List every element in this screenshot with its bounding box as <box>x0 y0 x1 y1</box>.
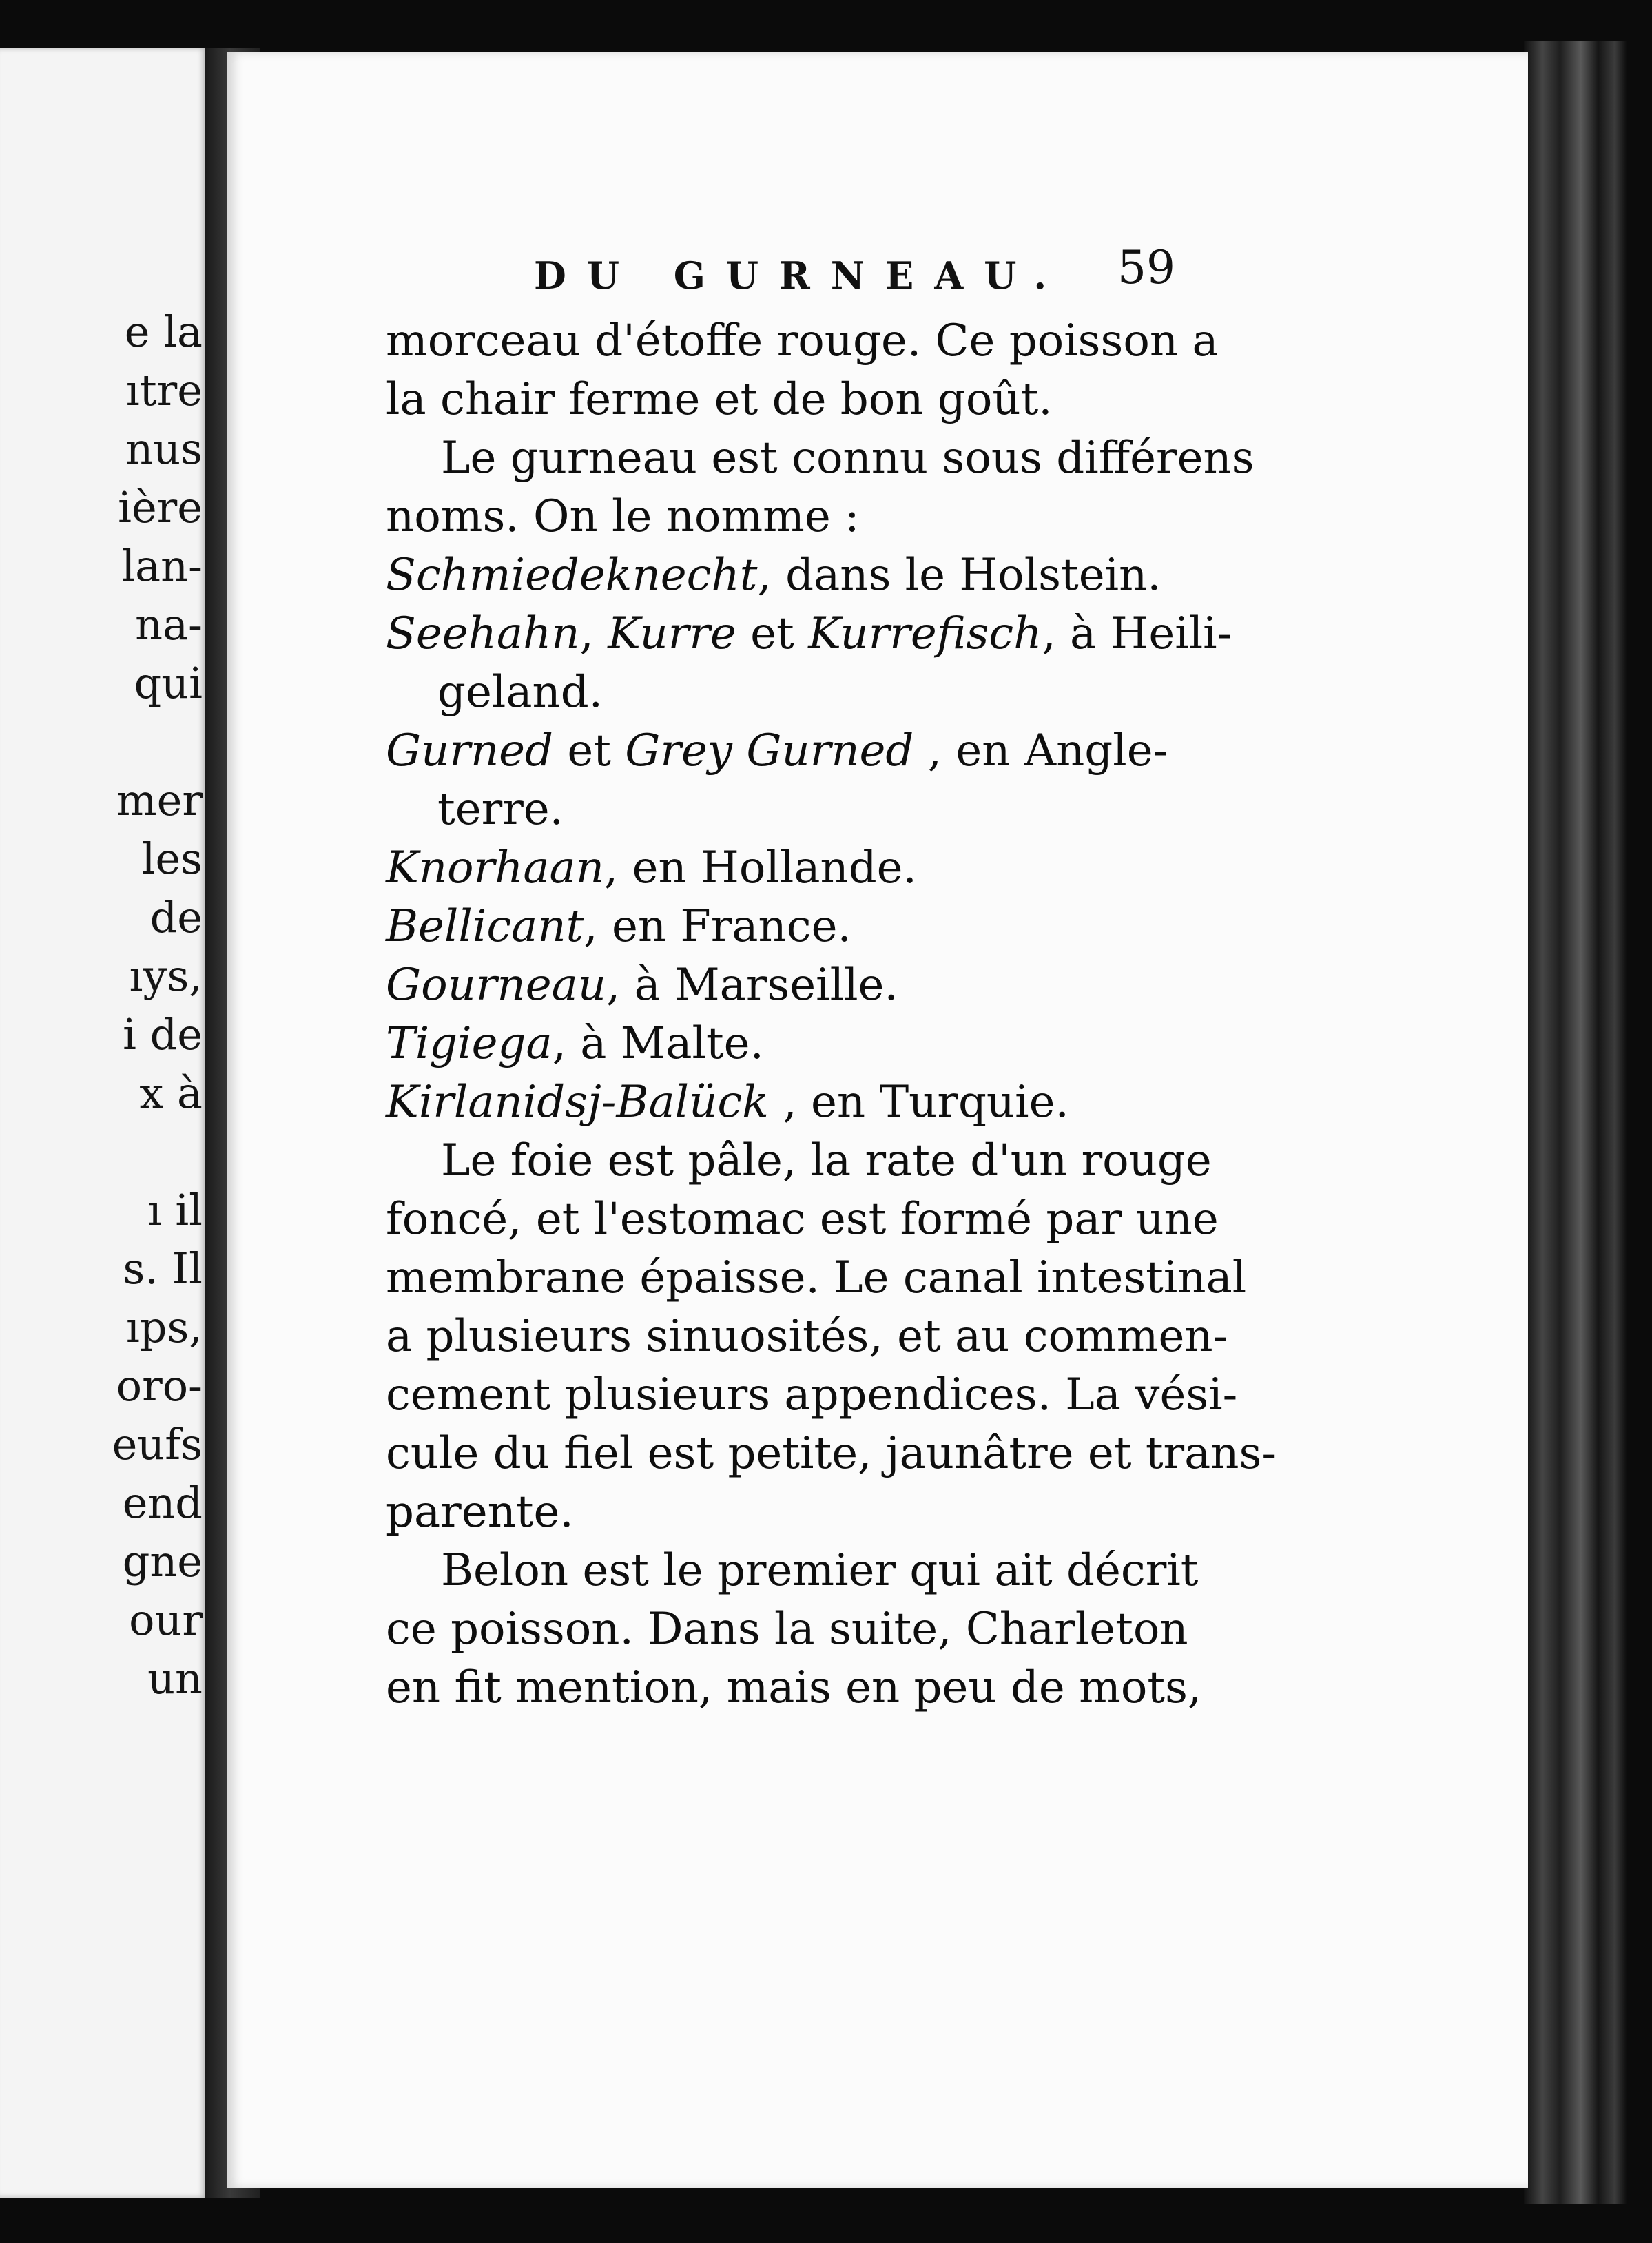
name-entry <box>386 960 898 1011</box>
separator: et <box>736 608 809 659</box>
body-line: foncé, et l'estomac est formé par une <box>386 1194 1219 1245</box>
name-location: , à Malte. <box>552 1018 764 1069</box>
left-page-line: ıys, <box>129 951 203 1001</box>
left-page-line: nus <box>125 424 203 474</box>
body-line: cement plusieurs appendices. La vési- <box>386 1369 1238 1420</box>
name-entry <box>386 550 1161 601</box>
name-location: , en Angle- <box>913 725 1168 776</box>
left-page-line: ıtre <box>125 365 203 415</box>
left-page-line: end <box>122 1478 203 1528</box>
fish-name: Tigiega <box>386 1018 553 1069</box>
name-entry <box>386 608 1232 659</box>
fish-name: Knorhaan <box>386 843 604 893</box>
fish-name: Gurned <box>386 725 553 776</box>
body-line: Le gurneau est connu sous différens <box>441 433 1255 484</box>
left-page-line: na- <box>135 599 203 650</box>
body-line: Le foie est pâle, la rate d'un rouge <box>441 1135 1212 1186</box>
name-entry-continuation: geland. <box>437 667 603 718</box>
name-location: , en France. <box>584 901 851 952</box>
left-page-line: mer <box>116 775 203 825</box>
name-location: , en Turquie. <box>768 1077 1069 1128</box>
fish-name: Seehahn <box>386 608 580 659</box>
left-page-line: de <box>149 892 203 942</box>
left-page-line: oro- <box>116 1361 203 1411</box>
fish-name: Kurre <box>608 608 736 659</box>
left-page-line: qui <box>134 658 203 708</box>
name-entry <box>386 843 917 893</box>
left-page-line: ière <box>118 482 203 533</box>
left-page-line: ı il <box>147 1185 203 1235</box>
left-page-line: ıps, <box>125 1302 203 1352</box>
left-page-line: eufs <box>112 1419 203 1469</box>
body-line: la chair ferme et de bon goût. <box>386 374 1053 425</box>
fish-name: Bellicant <box>386 901 584 952</box>
body-line: morceau d'étoffe rouge. Ce poisson a <box>386 316 1219 366</box>
left-page-fragment <box>0 48 207 2198</box>
body-line: cule du fiel est petite, jaunâtre et trans- <box>386 1428 1277 1479</box>
left-page-line: un <box>147 1653 203 1704</box>
body-line: noms. On le nomme : <box>386 491 860 542</box>
page-number: 59 <box>1117 241 1175 294</box>
left-page-line: e la <box>124 307 203 357</box>
left-page-line: s. Il <box>123 1243 203 1294</box>
left-page-line: x à <box>139 1068 203 1118</box>
name-entry <box>386 1077 1069 1128</box>
fish-name: Grey Gurned <box>625 725 914 776</box>
left-page-line: gne <box>122 1536 203 1586</box>
body-line: ce poisson. Dans la suite, Charleton <box>386 1604 1188 1655</box>
name-location: , dans le Holstein. <box>757 550 1161 601</box>
name-entry <box>386 725 1168 776</box>
name-location: , à Marseille. <box>606 960 898 1011</box>
left-page-line: les <box>141 834 203 884</box>
body-line: parente. <box>386 1487 574 1538</box>
fish-name: Gourneau <box>386 960 606 1011</box>
name-entry-continuation: terre. <box>437 784 564 835</box>
fish-name: Kurrefisch <box>808 608 1042 659</box>
left-page-line: lan- <box>121 541 203 591</box>
left-page-line: our <box>129 1595 203 1645</box>
body-line: a plusieurs sinuosités, et au commen- <box>386 1311 1228 1362</box>
separator: et <box>553 725 626 776</box>
name-location: , en Hollande. <box>603 843 917 893</box>
separator: , <box>579 608 608 659</box>
name-location: , à Heili- <box>1042 608 1232 659</box>
page-edge-stack <box>1524 41 1627 2204</box>
running-title: DU GURNEAU. <box>534 254 1068 298</box>
left-page-line: i de <box>123 1009 203 1060</box>
fish-name: Kirlanidsj-Balück <box>386 1077 769 1128</box>
name-entry <box>386 1018 764 1069</box>
fish-name: Schmiedeknecht <box>386 550 758 601</box>
body-line: membrane épaisse. Le canal intestinal <box>386 1252 1247 1303</box>
body-line: Belon est le premier qui ait décrit <box>441 1545 1199 1596</box>
name-entry <box>386 901 851 952</box>
body-line: en fit mention, mais en peu de mots, <box>386 1662 1202 1713</box>
